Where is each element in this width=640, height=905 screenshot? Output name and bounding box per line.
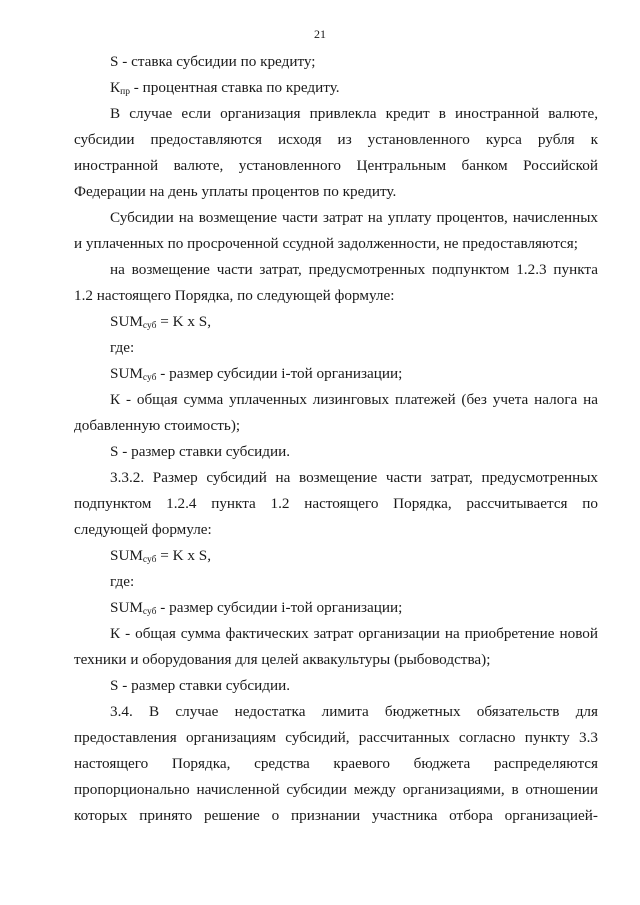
clause-3-4-line-1: 3.4. В случае недостатка лимита бюджетных обязательств для: [110, 703, 598, 720]
clause-3-4-line-5: которых принято решение о признании участника отбора организацией-: [74, 807, 598, 824]
paragraph-leasing-line-1: на возмещение части затрат, предусмотренных подпунктом 1.2.3 пункта: [110, 261, 598, 278]
where-label: где:: [110, 339, 135, 356]
definition-k-equipment-line-1: К - общая сумма фактических затрат организации на приобретение новой: [110, 625, 598, 642]
paragraph-foreign-currency-line-2: субсидии предоставляются исходя из установленного курса рубля к: [74, 131, 598, 148]
clause-3-3-2-line-3: следующей формуле:: [74, 521, 212, 538]
paragraph-leasing-line-2: 1.2 настоящего Порядка, по следующей формуле:: [74, 287, 395, 304]
clause-3-3-2-line-2: подпунктом 1.2.4 пункта 1.2 настоящего Порядка, рассчитывается по: [74, 495, 598, 512]
paragraph-overdue-line-1: Субсидии на возмещение части затрат на уплату процентов, начисленных: [110, 209, 598, 226]
clause-3-4-line-3: настоящего Порядка, средства краевого бюджета распределяются: [74, 755, 598, 772]
clause-3-4-line-4: пропорционально начисленной субсидии между организациями, в отношении: [74, 781, 598, 798]
definition-s-size: S - размер ставки субсидии.: [110, 677, 291, 694]
definition-s-size: S - размер ставки субсидии.: [110, 443, 291, 460]
clause-3-4-line-2: предоставления организациям субсидий, рассчитанных согласно пункту 3.3: [74, 729, 598, 746]
paragraph-foreign-currency-line-3: иностранной валюте, установленного Центральным банком Российской: [74, 157, 598, 174]
definition-k-leasing-line-2: добавленную стоимость);: [74, 417, 241, 434]
definition-k-equipment-line-2: техники и оборудования для целей аквакультуры (рыбоводства);: [74, 651, 491, 668]
definition-sum-sub: $SUM_{суб}$ - размер субсидии i-той организации;: [110, 599, 403, 617]
formula-leasing: $SUM_{суб} = K$ x S,: [110, 313, 212, 331]
definition-k-leasing-line-1: К - общая сумма уплаченных лизинговых платежей (без учета налога на: [110, 391, 598, 408]
page-number: 21: [314, 27, 326, 41]
paragraph-foreign-currency-line-4: Федерации на день уплаты процентов по кредиту.: [74, 183, 397, 200]
where-label: где:: [110, 573, 135, 590]
formula-equipment: $SUM_{суб} = K$ x S,: [110, 547, 212, 565]
paragraph-overdue-line-2: и уплаченных по просроченной ссудной задолженности, не предоставляются;: [74, 235, 578, 252]
definition-sum-sub: $SUM_{суб}$ - размер субсидии i-той организации;: [110, 365, 403, 383]
paragraph-foreign-currency-line-1: В случае если организация привлекла кредит в иностранной валюте,: [110, 105, 598, 122]
clause-3-3-2-line-1: 3.3.2. Размер субсидий на возмещение части затрат, предусмотренных: [110, 469, 598, 486]
definition-s-rate: S - ставка субсидии по кредиту;: [110, 53, 316, 70]
definition-k-rate: $К_{пр}$ - процентная ставка по кредиту.: [110, 79, 340, 97]
